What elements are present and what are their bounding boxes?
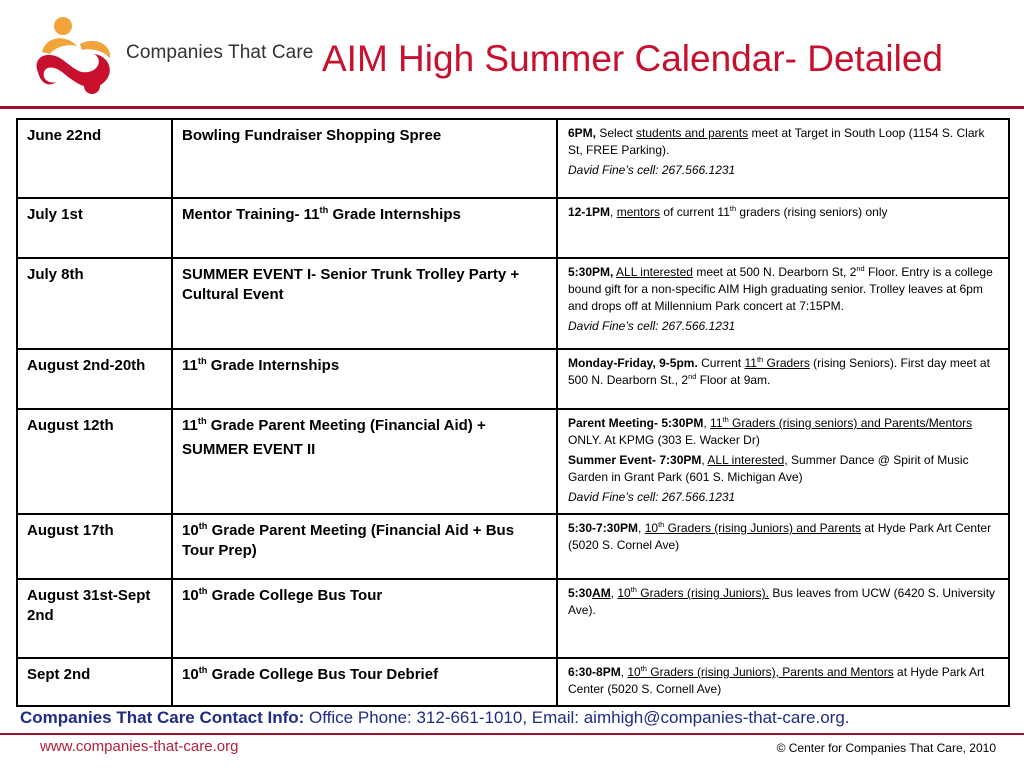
- audience-link: students and parents: [636, 126, 749, 140]
- details-cell: Monday-Friday, 9-5pm. Current 11th Graders (rising Seniors). First day meet at 500 N. Dearborn St., 2nd Floor at 9am.: [557, 349, 1009, 409]
- footer-divider: [0, 733, 1024, 735]
- companies-that-care-logo: [32, 14, 122, 96]
- audience-link: 10th Graders (rising Juniors), Parents and Mentors: [627, 664, 894, 679]
- header-divider: [0, 106, 1024, 109]
- event-cell: Mentor Training- 11th Grade Internships: [172, 198, 557, 258]
- details-cell: 6:30-8PM, 10th Graders (rising Juniors), Parents and Mentors at Hyde Park Art Center (5020 S. Cornell Ave): [557, 658, 1009, 706]
- details-cell: Parent Meeting- 5:30PM, 11th Graders (rising seniors) and Parents/Mentors ONLY. At KPMG (303 E. Wacker Dr) Summer Event- 7:30PM, ALL interested, Summer Dance @ Spirit of Music Garden in Grant Park (601 S. Michigan Ave) David Fine’s cell: 267.566.1231: [557, 409, 1009, 514]
- contact-note: David Fine’s cell: 267.566.1231: [568, 319, 736, 333]
- table-row: [17, 658, 1009, 706]
- event-cell: SUMMER EVENT I- Senior Trunk Trolley Party + Cultural Event: [172, 258, 557, 349]
- date-cell: Sept 2nd: [17, 658, 172, 706]
- date-cell: August 31st-Sept 2nd: [17, 579, 172, 658]
- page-title: AIM High Summer Calendar- Detailed: [322, 38, 944, 79]
- date-cell: August 17th: [17, 514, 172, 579]
- date-cell: August 12th: [17, 409, 172, 514]
- audience-link: ALL interested,: [707, 453, 788, 467]
- time-text: 6:30-8PM: [568, 665, 621, 679]
- time-text: 5:30-7:30PM: [568, 521, 639, 535]
- contact-info: [20, 708, 850, 728]
- contact-note: David Fine’s cell: 267.566.1231: [568, 490, 736, 504]
- event-cell: 11th Grade Internships: [172, 349, 557, 409]
- table-row: [17, 119, 1009, 198]
- time-text: 5:30PM,: [568, 265, 614, 279]
- event-subtitle: SUMMER EVENT II: [182, 441, 316, 458]
- audience-link: 11th Graders: [744, 355, 810, 370]
- date-cell: July 8th: [17, 258, 172, 349]
- table-row: [17, 579, 1009, 658]
- table-row: [17, 409, 1009, 514]
- time-text: Parent Meeting- 5:30PM: [568, 416, 704, 430]
- event-cell: 10th Grade College Bus Tour Debrief: [172, 658, 557, 706]
- table-row: [17, 258, 1009, 349]
- copyright-text: © Center for Companies That Care, 2010: [776, 741, 996, 755]
- calendar-table: [16, 118, 1010, 707]
- contact-label: Companies That Care Contact Info:: [20, 708, 305, 727]
- event-cell: 10th Grade College Bus Tour: [172, 579, 557, 658]
- audience-link: 10th Graders (rising Juniors).: [617, 585, 769, 600]
- time-text: 6PM,: [568, 126, 597, 140]
- brand-name: Companies That Care: [126, 42, 314, 63]
- contact-note: David Fine’s cell: 267.566.1231: [568, 163, 736, 177]
- details-cell: 5:30PM, ALL interested meet at 500 N. Dearborn St, 2nd Floor. Entry is a college bound gift for a non-specific AIM High graduating senior. Trolley leaves at 6pm and drops off at Millennium Park concert at 7:15PM. David Fine’s cell: 267.566.1231: [557, 258, 1009, 349]
- details-cell: 6PM, Select students and parents meet at Target in South Loop (1154 S. Clark St, FREE Parking). David Fine’s cell: 267.566.1231: [557, 119, 1009, 198]
- time-text: 5:30AM: [568, 586, 611, 600]
- details-cell: 5:30AM, 10th Graders (rising Juniors). Bus leaves from UCW (6420 S. University Ave).: [557, 579, 1009, 658]
- audience-link: 10th Graders (rising Juniors) and Parents: [644, 520, 862, 535]
- event-cell: 11th Grade Parent Meeting (Financial Aid) + SUMMER EVENT II: [172, 409, 557, 514]
- date-cell: August 2nd-20th: [17, 349, 172, 409]
- time-text: Monday-Friday, 9-5pm.: [568, 356, 698, 370]
- time-text: 12-1PM: [568, 205, 611, 219]
- audience-link: ALL interested: [616, 265, 693, 279]
- event-cell: Bowling Fundraiser Shopping Spree: [172, 119, 557, 198]
- date-cell: June 22nd: [17, 119, 172, 198]
- audience-link: 11th Graders (rising seniors) and Parents/Mentors: [710, 415, 973, 430]
- table-row: [17, 349, 1009, 409]
- table-row: [17, 514, 1009, 579]
- contact-details: Office Phone: 312-661-1010, Email: aimhigh@companies-that-care.org.: [304, 708, 850, 727]
- date-cell: July 1st: [17, 198, 172, 258]
- table-row: [17, 198, 1009, 258]
- details-cell: 12-1PM, mentors of current 11th graders (rising seniors) only: [557, 198, 1009, 258]
- event-cell: 10th Grade Parent Meeting (Financial Aid + Bus Tour Prep): [172, 514, 557, 579]
- audience-link: mentors: [616, 205, 661, 219]
- time-text: Summer Event- 7:30PM: [568, 453, 702, 467]
- details-cell: 5:30-7:30PM, 10th Graders (rising Juniors) and Parents at Hyde Park Art Center (5020 S. Cornel Ave): [557, 514, 1009, 579]
- website-link[interactable]: www.companies-that-care.org: [40, 738, 239, 755]
